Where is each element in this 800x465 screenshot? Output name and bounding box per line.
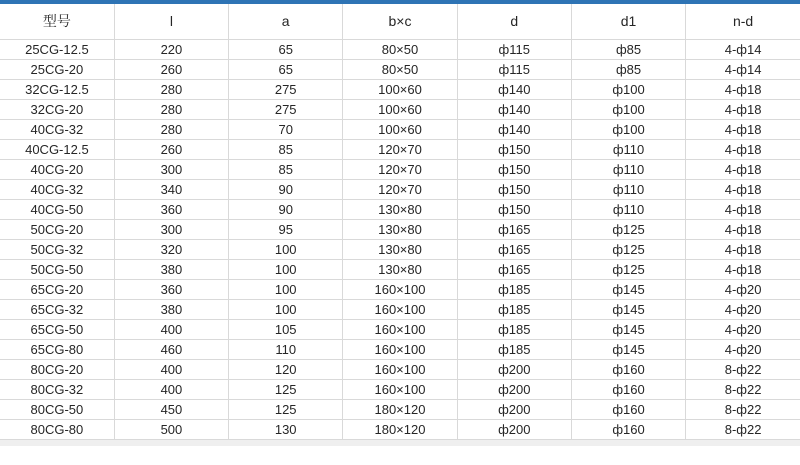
table-cell: 65CG-32 xyxy=(0,299,114,319)
header-row xyxy=(0,4,800,39)
table-cell: 65 xyxy=(229,39,343,59)
table-cell: 500 xyxy=(114,419,228,439)
table-row xyxy=(0,299,800,319)
table-cell: 160×100 xyxy=(343,359,457,379)
table-cell: 4-ф18 xyxy=(686,99,800,119)
table-cell: ф115 xyxy=(457,59,571,79)
table-cell: 80CG-20 xyxy=(0,359,114,379)
table-cell: 50CG-50 xyxy=(0,259,114,279)
table-cell: 280 xyxy=(114,119,228,139)
table-cell: 360 xyxy=(114,199,228,219)
table-cell: ф145 xyxy=(571,279,685,299)
table-cell: 32CG-20 xyxy=(0,99,114,119)
table-cell: 4-ф18 xyxy=(686,179,800,199)
table-cell: 80×50 xyxy=(343,59,457,79)
table-cell: ф125 xyxy=(571,219,685,239)
table-cell: 25CG-12.5 xyxy=(0,39,114,59)
table-cell: 4-ф20 xyxy=(686,319,800,339)
table-row xyxy=(0,59,800,79)
table-cell: ф125 xyxy=(571,239,685,259)
table-cell: 65CG-80 xyxy=(0,339,114,359)
table-cell: 25CG-20 xyxy=(0,59,114,79)
table-cell: 130 xyxy=(229,419,343,439)
table-cell: ф150 xyxy=(457,199,571,219)
table-cell: 4-ф20 xyxy=(686,279,800,299)
table-cell: 100 xyxy=(229,239,343,259)
table-cell: 40CG-32 xyxy=(0,119,114,139)
table-cell: ф165 xyxy=(457,239,571,259)
table-cell: 340 xyxy=(114,179,228,199)
table-cell: ф160 xyxy=(571,419,685,439)
table-cell: 80×50 xyxy=(343,39,457,59)
table-cell: ф200 xyxy=(457,419,571,439)
table-row xyxy=(0,379,800,399)
table-cell: 4-ф18 xyxy=(686,159,800,179)
table-cell: ф165 xyxy=(457,219,571,239)
table-cell: 275 xyxy=(229,99,343,119)
table-cell: 80CG-80 xyxy=(0,419,114,439)
table-cell: 400 xyxy=(114,359,228,379)
table-cell: ф150 xyxy=(457,179,571,199)
column-header: d1 xyxy=(571,4,685,39)
table-row xyxy=(0,419,800,439)
table-head xyxy=(0,4,800,39)
table-cell: 8-ф22 xyxy=(686,359,800,379)
table-cell: 85 xyxy=(229,139,343,159)
table-row xyxy=(0,39,800,59)
table-cell: 8-ф22 xyxy=(686,379,800,399)
table-cell: 65CG-50 xyxy=(0,319,114,339)
table-row xyxy=(0,139,800,159)
table-cell: 380 xyxy=(114,299,228,319)
table-cell: 90 xyxy=(229,199,343,219)
table-cell: 125 xyxy=(229,399,343,419)
table-cell: ф110 xyxy=(571,159,685,179)
table-cell: 260 xyxy=(114,139,228,159)
table-cell: 100 xyxy=(229,259,343,279)
table-cell: ф110 xyxy=(571,179,685,199)
table-cell: 120 xyxy=(229,359,343,379)
table-cell: 8-ф22 xyxy=(686,399,800,419)
table-cell: 280 xyxy=(114,79,228,99)
table-cell: 460 xyxy=(114,339,228,359)
table-cell: 100 xyxy=(229,299,343,319)
table-row xyxy=(0,219,800,239)
table-row xyxy=(0,319,800,339)
table-cell: 275 xyxy=(229,79,343,99)
table-cell: 70 xyxy=(229,119,343,139)
table-row xyxy=(0,119,800,139)
table-cell: ф160 xyxy=(571,379,685,399)
table-cell: ф185 xyxy=(457,299,571,319)
table-cell: 300 xyxy=(114,159,228,179)
table-cell: 120×70 xyxy=(343,179,457,199)
table-cell: 130×80 xyxy=(343,219,457,239)
table-cell: 320 xyxy=(114,239,228,259)
table-cell: ф100 xyxy=(571,119,685,139)
column-header: d xyxy=(457,4,571,39)
table-cell: 160×100 xyxy=(343,379,457,399)
table-cell: 160×100 xyxy=(343,339,457,359)
table-cell: 300 xyxy=(114,219,228,239)
table-row xyxy=(0,159,800,179)
table-row xyxy=(0,279,800,299)
table-cell: 80CG-32 xyxy=(0,379,114,399)
table-cell: 8-ф22 xyxy=(686,419,800,439)
table-cell: 125 xyxy=(229,379,343,399)
table-cell: ф110 xyxy=(571,199,685,219)
table-cell: 130×80 xyxy=(343,239,457,259)
column-header: a xyxy=(229,4,343,39)
table-cell: 4-ф18 xyxy=(686,79,800,99)
table-cell: ф150 xyxy=(457,159,571,179)
table-cell: 4-ф18 xyxy=(686,239,800,259)
table-cell: 4-ф18 xyxy=(686,139,800,159)
table-cell: 65CG-20 xyxy=(0,279,114,299)
column-header: b×c xyxy=(343,4,457,39)
table-cell: 180×120 xyxy=(343,419,457,439)
table-cell: ф140 xyxy=(457,119,571,139)
table-cell: ф200 xyxy=(457,359,571,379)
table-cell: 80CG-50 xyxy=(0,399,114,419)
bottom-strip xyxy=(0,440,800,446)
table-cell: 40CG-32 xyxy=(0,179,114,199)
table-cell: ф145 xyxy=(571,339,685,359)
table-cell: 220 xyxy=(114,39,228,59)
table-cell: 400 xyxy=(114,379,228,399)
table-cell: 100×60 xyxy=(343,99,457,119)
table-cell: 90 xyxy=(229,179,343,199)
table-cell: 180×120 xyxy=(343,399,457,419)
table-cell: ф165 xyxy=(457,259,571,279)
table-cell: ф85 xyxy=(571,39,685,59)
table-cell: 450 xyxy=(114,399,228,419)
table-cell: 130×80 xyxy=(343,259,457,279)
table-row xyxy=(0,199,800,219)
table-row xyxy=(0,399,800,419)
table-cell: 4-ф18 xyxy=(686,259,800,279)
table-cell: 360 xyxy=(114,279,228,299)
table-cell: 105 xyxy=(229,319,343,339)
table-cell: 100×60 xyxy=(343,119,457,139)
table-cell: 40CG-50 xyxy=(0,199,114,219)
table-cell: 4-ф18 xyxy=(686,119,800,139)
table-cell: 4-ф14 xyxy=(686,39,800,59)
table-cell: 95 xyxy=(229,219,343,239)
table-cell: ф200 xyxy=(457,379,571,399)
table-cell: ф85 xyxy=(571,59,685,79)
table-row xyxy=(0,339,800,359)
table-cell: 380 xyxy=(114,259,228,279)
table-row xyxy=(0,99,800,119)
table-row xyxy=(0,239,800,259)
table-cell: ф160 xyxy=(571,399,685,419)
table-cell: ф185 xyxy=(457,319,571,339)
table-cell: ф100 xyxy=(571,79,685,99)
table-row xyxy=(0,259,800,279)
table-cell: ф145 xyxy=(571,299,685,319)
table-cell: 160×100 xyxy=(343,299,457,319)
table-cell: 130×80 xyxy=(343,199,457,219)
table-cell: ф160 xyxy=(571,359,685,379)
table-cell: 4-ф18 xyxy=(686,219,800,239)
table-cell: ф150 xyxy=(457,139,571,159)
table-cell: 160×100 xyxy=(343,319,457,339)
column-header: n-d xyxy=(686,4,800,39)
column-header: 型号 xyxy=(0,4,114,39)
table-cell: 100×60 xyxy=(343,79,457,99)
table-cell: 4-ф20 xyxy=(686,299,800,319)
table-cell: 100 xyxy=(229,279,343,299)
table-cell: 50CG-32 xyxy=(0,239,114,259)
table-cell: ф200 xyxy=(457,399,571,419)
spec-table xyxy=(0,4,800,440)
table-cell: ф110 xyxy=(571,139,685,159)
table-cell: 120×70 xyxy=(343,159,457,179)
table-cell: 400 xyxy=(114,319,228,339)
table-row xyxy=(0,359,800,379)
table-cell: ф185 xyxy=(457,279,571,299)
table-cell: ф125 xyxy=(571,259,685,279)
table-cell: 65 xyxy=(229,59,343,79)
table-cell: 4-ф14 xyxy=(686,59,800,79)
table-cell: 40CG-20 xyxy=(0,159,114,179)
table-cell: ф185 xyxy=(457,339,571,359)
table-cell: ф140 xyxy=(457,99,571,119)
table-cell: ф145 xyxy=(571,319,685,339)
table-cell: 40CG-12.5 xyxy=(0,139,114,159)
column-header: l xyxy=(114,4,228,39)
table-cell: 110 xyxy=(229,339,343,359)
table-body xyxy=(0,39,800,439)
table-cell: 120×70 xyxy=(343,139,457,159)
table-cell: 280 xyxy=(114,99,228,119)
table-cell: 4-ф18 xyxy=(686,199,800,219)
table-row xyxy=(0,179,800,199)
table-row xyxy=(0,79,800,99)
table-cell: ф100 xyxy=(571,99,685,119)
table-cell: 160×100 xyxy=(343,279,457,299)
table-cell: 85 xyxy=(229,159,343,179)
table-cell: 50CG-20 xyxy=(0,219,114,239)
table-cell: ф140 xyxy=(457,79,571,99)
table-cell: ф115 xyxy=(457,39,571,59)
table-cell: 32CG-12.5 xyxy=(0,79,114,99)
table-cell: 4-ф20 xyxy=(686,339,800,359)
table-cell: 260 xyxy=(114,59,228,79)
